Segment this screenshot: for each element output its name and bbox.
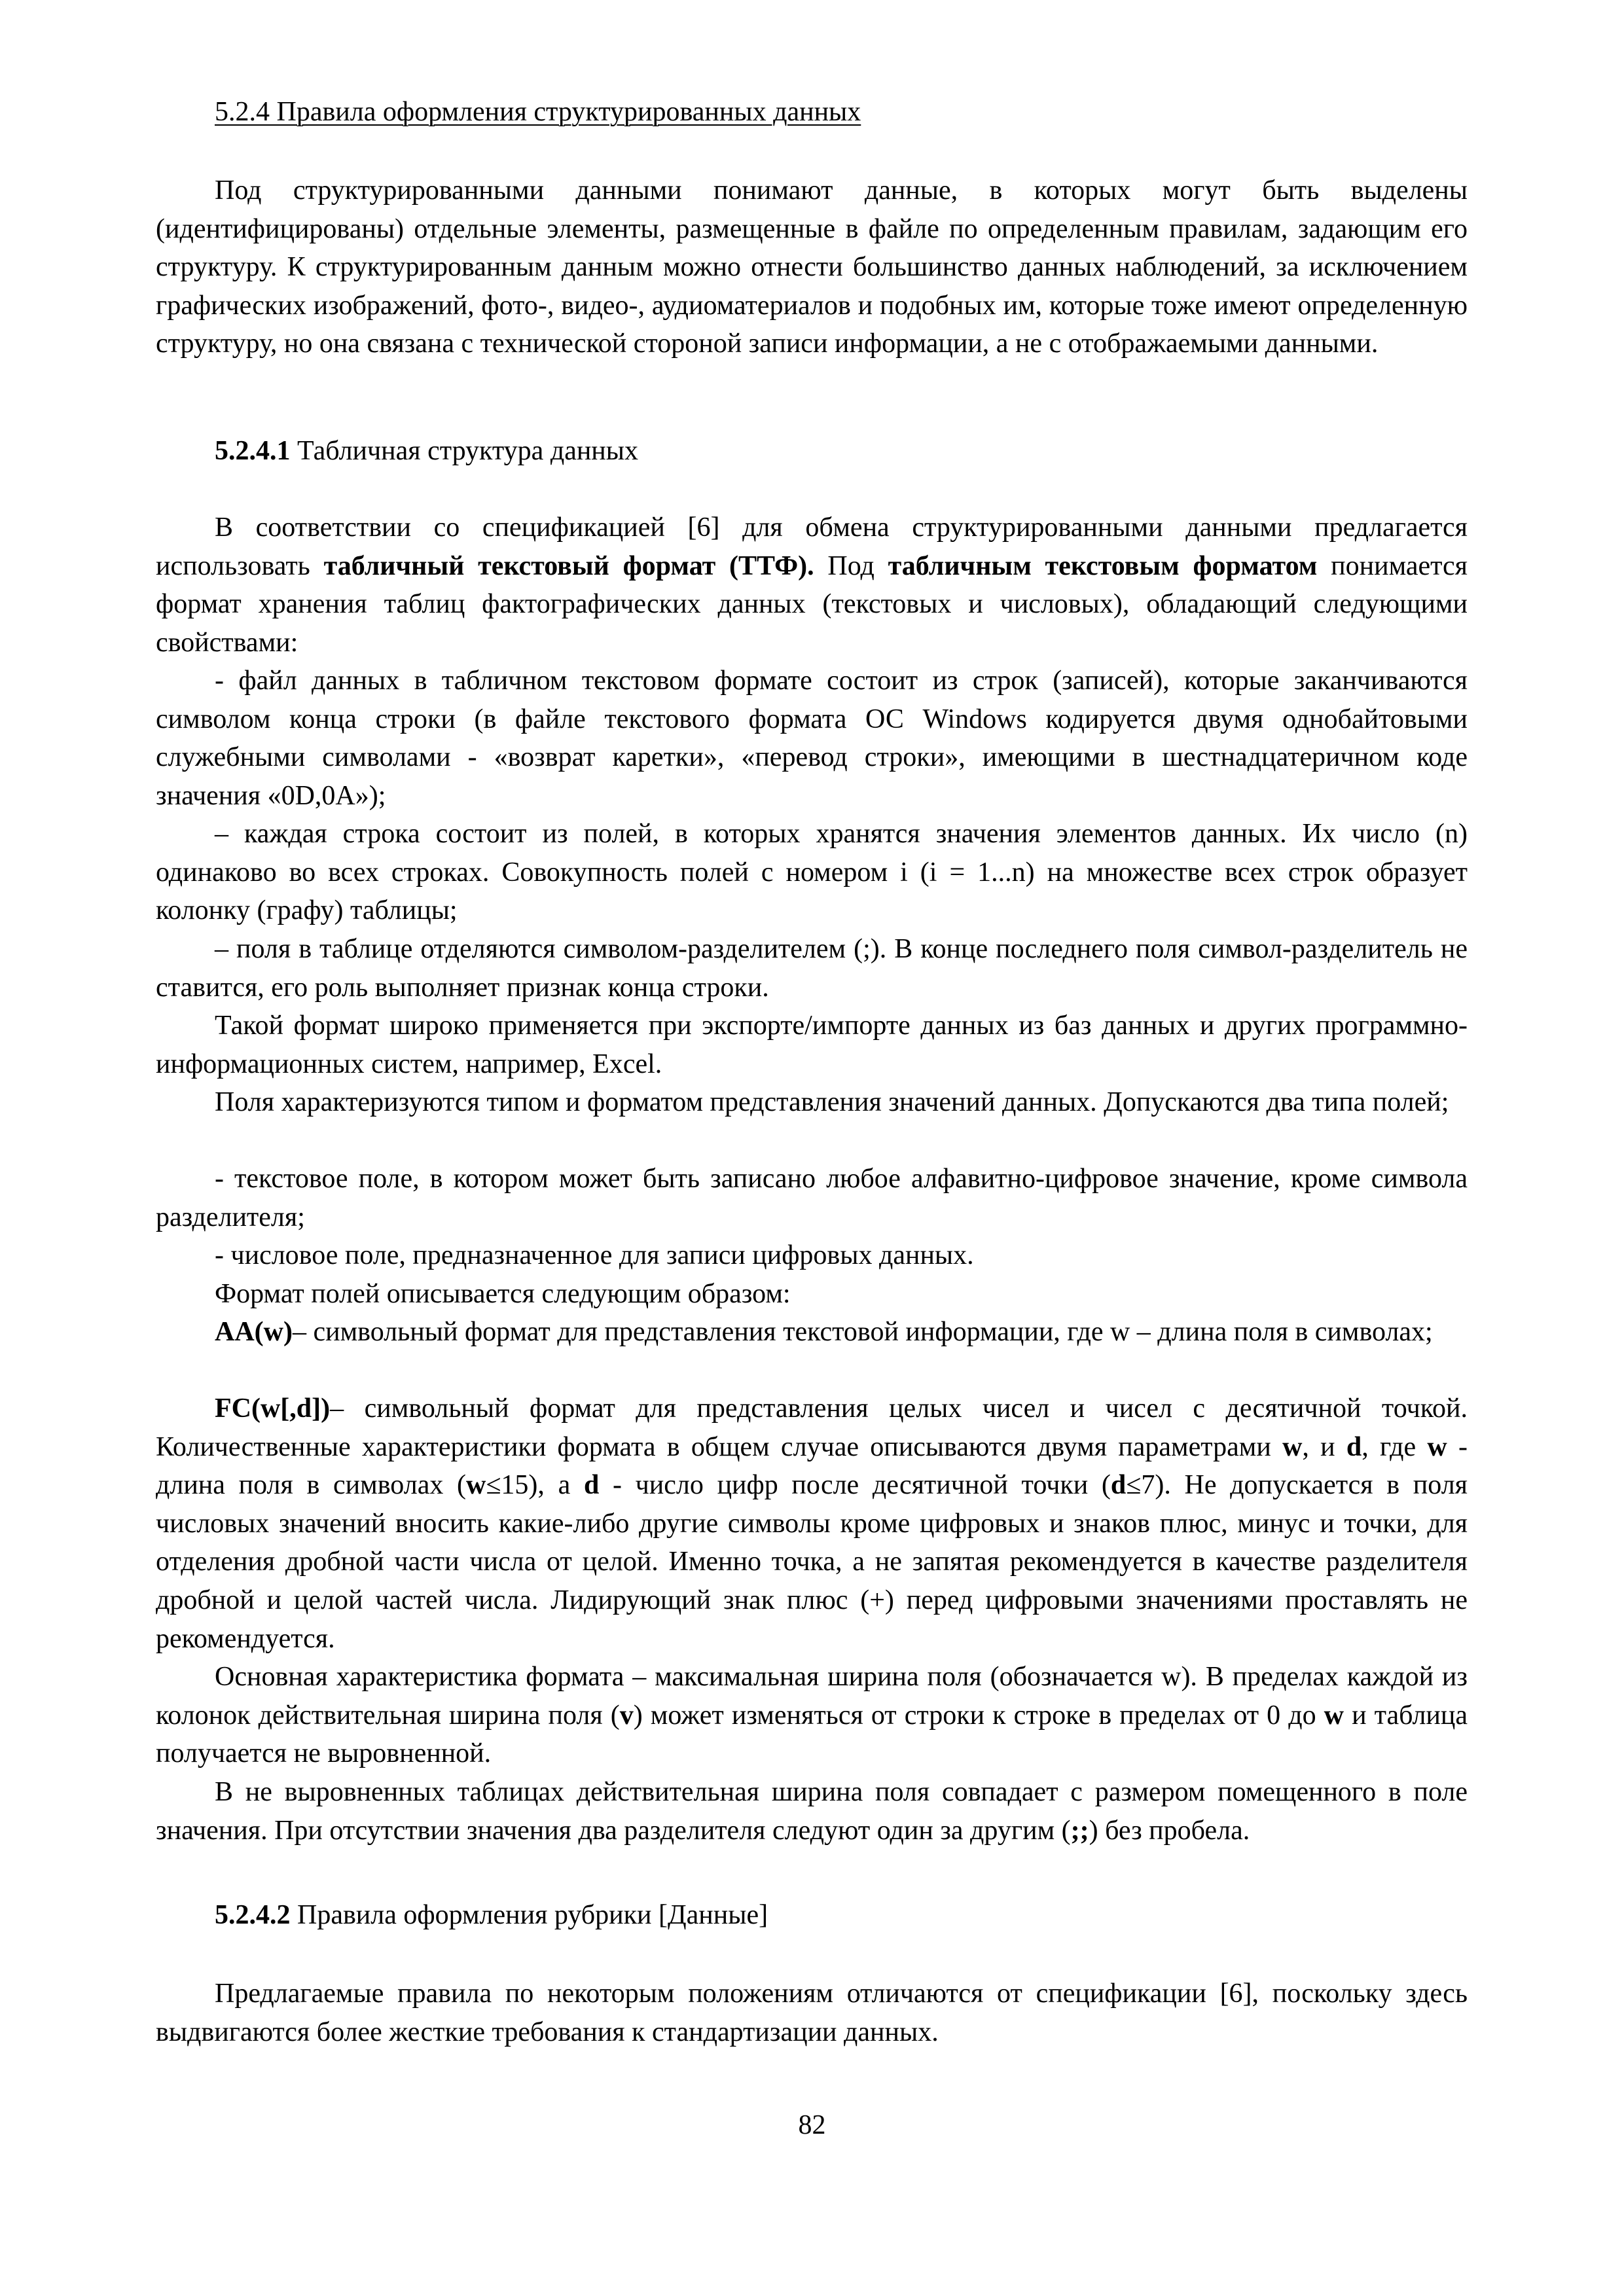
format-aa-text: – символьный формат для представления текстовой информации, где w – длина поля в символах; [292, 1317, 1433, 1347]
subsection-2-heading [156, 1896, 1468, 1935]
page-number: 82 [798, 2110, 826, 2140]
field-type-numeric: - числовое поле, предназначенное для записи цифровых данных. [215, 1240, 974, 1270]
rules-paragraph: Предлагаемые правила по некоторым положениям отличаются от спецификации [6], поскольку здесь выдвигаются более жесткие требования к стандартизации данных. [156, 1979, 1468, 2047]
field-width-paragraph [156, 1658, 1468, 1773]
field-width-text: и таблица получается не выровненной. [156, 1700, 1468, 1769]
format-fc-text: ≤7). Не допускается в поля числовых значений вносить какие-либо другие символы кроме цифровых и знаков плюс, минус и точки, для отделения дробной части числа от целой. Именно точка, а не запятая рекомендуется в качестве разделителя дробной и целой частей числа. Лидирующий знак плюс (+) перед цифровыми значениями проставлять не рекомендуется. [156, 1470, 1468, 1654]
unaligned-text: ) без пробела. [1089, 1815, 1250, 1846]
param-d: d [1110, 1470, 1127, 1501]
format-fc-text: – символьный формат для представления целых чисел и чисел с десятичной точкой. Количественные характеристики формата в общем случае описываются двумя параметрами [156, 1393, 1468, 1462]
param-d: d [583, 1470, 600, 1501]
double-separator: ;; [1070, 1815, 1089, 1846]
subsection-2-number: 5.2.4.2 [215, 1900, 291, 1930]
field-width-text: ) может изменяться от строки к строке в пределах от 0 до [633, 1700, 1324, 1731]
subsection-1-heading [156, 432, 1468, 471]
ttf-text: В соответствии со спецификацией [6] для обмена структурированными данными предлагается использовать [156, 512, 1468, 581]
format-fc-text: , и [1302, 1431, 1346, 1462]
section-intro-paragraph: Под структурированными данными понимают данные, в которых могут быть выделены (идентифицированы) отдельные элементы, размещенные в файле по определенным правилам, задающим его структуру. К структурированным данным можно отнести большинство данных наблюдений, за исключением графических изображений, фото-, видео-, аудиоматериалов и подобных им, которые тоже имеют определенную структуру, но она связана с технической стороной записи информации, а не с отображаемыми данными. [156, 175, 1468, 359]
subsection-2-title: Правила оформления рубрики [Данные] [290, 1900, 768, 1930]
format-description-intro: Формат полей описывается следующим образом: [215, 1279, 791, 1309]
property-item-3: – поля в таблице отделяются символом-разделителем (;). В конце последнего поля символ-разделитель не ставится, его роль выполняет признак конца строки. [156, 934, 1468, 1003]
unaligned-tables-paragraph [156, 1773, 1468, 1850]
unaligned-text: В не выровненных таблицах действительная ширина поля совпадает с размером помещенного в поле значения. При отсутствии значения два разделителя следуют один за другим ( [156, 1777, 1468, 1846]
field-type-text: - текстовое поле, в котором может быть записано любое алфавитно-цифровое значение, кроме символа разделителя; [156, 1164, 1468, 1232]
section-heading: 5.2.4 Правила оформления структурированных данных [215, 97, 861, 127]
format-fc-text: - число цифр после десятичной точки ( [599, 1470, 1111, 1501]
ttf-term: табличным текстовым форматом [888, 550, 1318, 581]
param-v: v [619, 1700, 634, 1731]
subsection-1-number: 5.2.4.1 [215, 436, 291, 466]
format-aa-paragraph [156, 1313, 1468, 1352]
param-w: w [466, 1470, 486, 1501]
format-fc-text: ≤15), а [486, 1470, 584, 1501]
ttf-term: табличный текстовый формат (ТТФ). [323, 550, 814, 581]
format-fc-paragraph [156, 1390, 1468, 1658]
ttf-text: Под [814, 550, 888, 581]
format-fc-code: FC(w[,d]) [215, 1393, 331, 1424]
property-item-2: – каждая строка состоит из полей, в которых хранятся значения элементов данных. Их число (n) одинаково во всех строках. Совокупность полей с номером i (i = 1...n) на множестве всех строк образует колонку (графу) таблицы; [156, 819, 1468, 926]
field-width-text: Основная характеристика формата – максимальная ширина поля (обозначается w). В пределах каждой из колонок действительная ширина поля ( [156, 1662, 1468, 1731]
ttf-definition-paragraph [156, 509, 1468, 662]
format-fc-text: , где [1362, 1431, 1428, 1462]
ttf-text: понимается формат хранения таблиц фактографических данных (текстовых и числовых), обладающий следующими свойствами: [156, 550, 1468, 658]
usage-paragraph: Такой формат широко применяется при экспорте/импорте данных из баз данных и других программно-информационных систем, например, Excel. [156, 1011, 1468, 1079]
format-aa-code: AA(w) [215, 1317, 293, 1347]
subsection-1-title: Табличная структура данных [290, 436, 639, 466]
property-item-1: - файл данных в табличном текстовом формате состоит из строк (записей), которые заканчиваются символом конца строки (в файле текстового формата ОС Windows кодируется двумя однобайтовыми служебными символами - «возврат каретки», «перевод строки», имеющими в шестнадцатеричном коде значения «0D,0A»); [156, 666, 1468, 811]
param-d: d [1346, 1431, 1362, 1462]
param-w: w [1282, 1431, 1303, 1462]
format-fc-text: - длина поля в символах ( [156, 1431, 1468, 1501]
field-types-paragraph: Поля характеризуются типом и форматом представления значений данных. Допускаются два типа полей; [215, 1087, 1449, 1117]
param-w: w [1324, 1700, 1344, 1731]
param-w: w [1427, 1431, 1447, 1462]
